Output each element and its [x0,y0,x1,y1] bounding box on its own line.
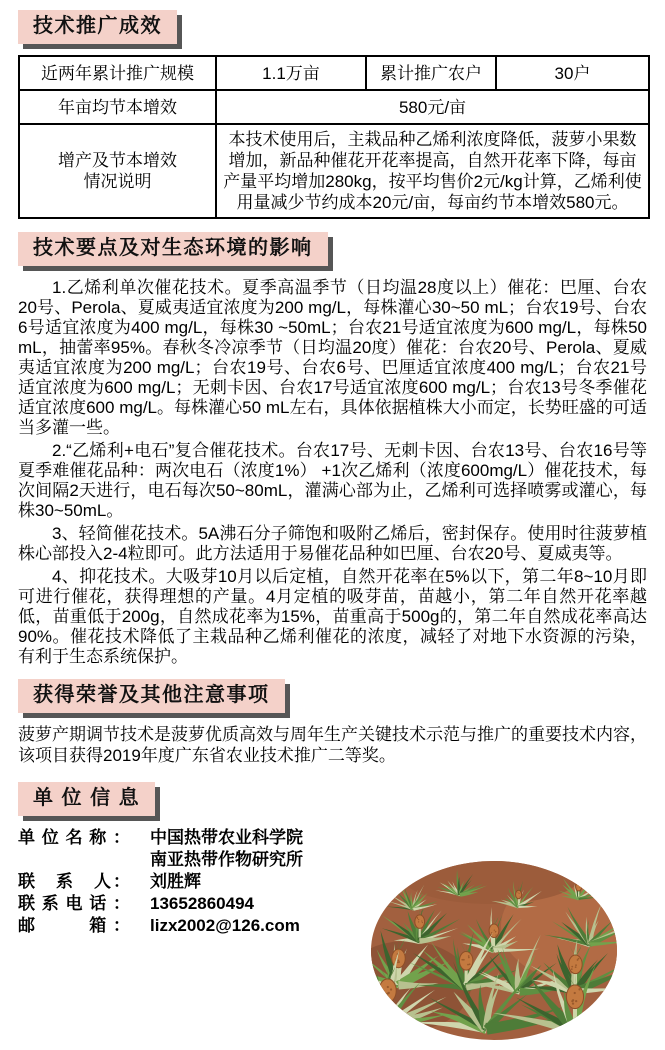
unit-name-line1: 中国热带农业科学院 [150,828,303,847]
section-unit-info [18,782,647,816]
contact-row-unit-name [18,827,376,871]
contact-row-person [18,871,376,893]
phone-value: 13652860494 [150,894,255,913]
honors-text: 菠萝产期调节技术是菠萝优质高效与周年生产关键技术示范与推广的重要技术内容，该项目获得2019年度广东省农业技术推广二等奖。 [18,725,647,765]
results-table [18,55,650,219]
cell-benefit-value: 580元/亩 [216,90,649,124]
tech-paragraph-1: 1.乙烯利单次催花技术。夏季高温季节（日均温28度以上）催花：巴厘、台农20号、Perola、夏威夷适宜浓度为200 mg/L，每株灌心30~50 mL；台农19号、台农6号适宜浓度为400 mg/L，每株30 ~50mL；台农21号适宜浓度为600 mg/L，每株50 mL，抽蕾率95%。春秋冬冷凉季节（日均温20度）催花：台农20号、Perola、夏威夷适宜浓度为200 mg/L；台农19号、台农6号、巴厘适宜浓度400 mg/L；台农21号适宜浓度为600 mg/L；无刺卡因、台农17号适宜浓度600 mg/L；台农13号冬季催花适宜浓度600 mg/L。每株灌心50 mL左右，具体依据植株大小而定，长势旺盛的可适当多灌一些。 [18,278,647,437]
cell-description-label [19,124,216,218]
table-row-description [19,124,649,218]
section-header-results [18,10,177,44]
description-label-line1: 增产及节本增效 [58,151,177,170]
section-title-honors: 获得荣誉及其他注意事项 [33,684,270,706]
cell-households-label: 累计推广农户 [366,56,496,90]
section-header-honors [18,679,285,713]
table-row-benefit [19,90,649,124]
email-value: lizx2002@126.com [150,916,300,935]
cell-description-text: 本技术使用后，主栽品种乙烯利浓度降低，菠萝小果数增加，新品种催花开花率提高，自然开花率下降，每亩产量平均增加280kg，按平均售价2元/kg计算，乙烯利使用量减少节约成本20元/亩，每亩约节本增效580元。 [216,124,649,218]
section-header-unit-info [18,782,155,816]
tech-paragraph-2: 2.“乙烯利+电石”复合催花技术。台农17号、无刺卡因、台农13号、台农16号等夏季难催花品种：两次电石（浓度1%） +1次乙烯利（浓度600mg/L）催花技术，每次间隔2天进行，电石每次50~80mL，灌满心部为止，乙烯利可选择喷雾或灌心，每株30~50mL。 [18,441,647,520]
section-title-results: 技术推广成效 [33,15,162,37]
pineapple-field-oval-image [371,861,617,1040]
table-row-scale [19,56,649,90]
contact-row-email [18,915,376,937]
pineapple-field-photo [371,861,617,1040]
phone-label: 联系电话： [18,894,130,913]
section-tech-points [18,232,647,266]
tech-paragraph-3: 3、轻简催花技术。5A沸石分子筛饱和吸附乙烯后，密封保存。使用时往菠萝植株心部投入2-4粒即可。此方法适用于易催花品种如巴厘、台农20号、夏威夷等。 [18,524,647,563]
section-header-tech-points [18,232,328,266]
section-results [18,10,647,44]
cell-scale-label: 近两年累计推广规模 [19,56,216,90]
email-label: 邮 箱： [18,916,130,935]
contact-block [18,827,376,937]
contact-person-label: 联 系 人： [18,872,130,891]
cell-scale-value: 1.1万亩 [216,56,366,90]
cell-households-value: 30户 [496,56,649,90]
tech-points-body [18,278,647,667]
contact-row-phone [18,893,376,915]
description-label-line2: 情况说明 [83,172,152,191]
unit-name-value [150,827,303,871]
tech-paragraph-4: 4、抑花技术。大吸芽10月以后定植，自然开花率在5%以下，第二年8~10月即可进行催花，获得理想的产量。4月定植的吸芽苗，苗越小，第二年自然开花率越低，苗重低于200g，自然成花率为15%，苗重高于500g的，第二年自然成花率高达90%。催花技术降低了主栽品种乙烯利催花的浓度，减轻了对地下水资源的污染，有利于生态系统保护。 [18,567,647,666]
section-title-unit-info: 单 位 信 息 [33,787,141,809]
unit-name-line2: 南亚热带作物研究所 [150,850,303,869]
cell-benefit-label: 年亩均节本增效 [19,90,216,124]
unit-name-label: 单位名称： [18,828,130,847]
contact-person-value: 刘胜辉 [150,872,201,891]
section-honors [18,679,647,713]
section-title-tech-points: 技术要点及对生态环境的影响 [33,237,313,259]
